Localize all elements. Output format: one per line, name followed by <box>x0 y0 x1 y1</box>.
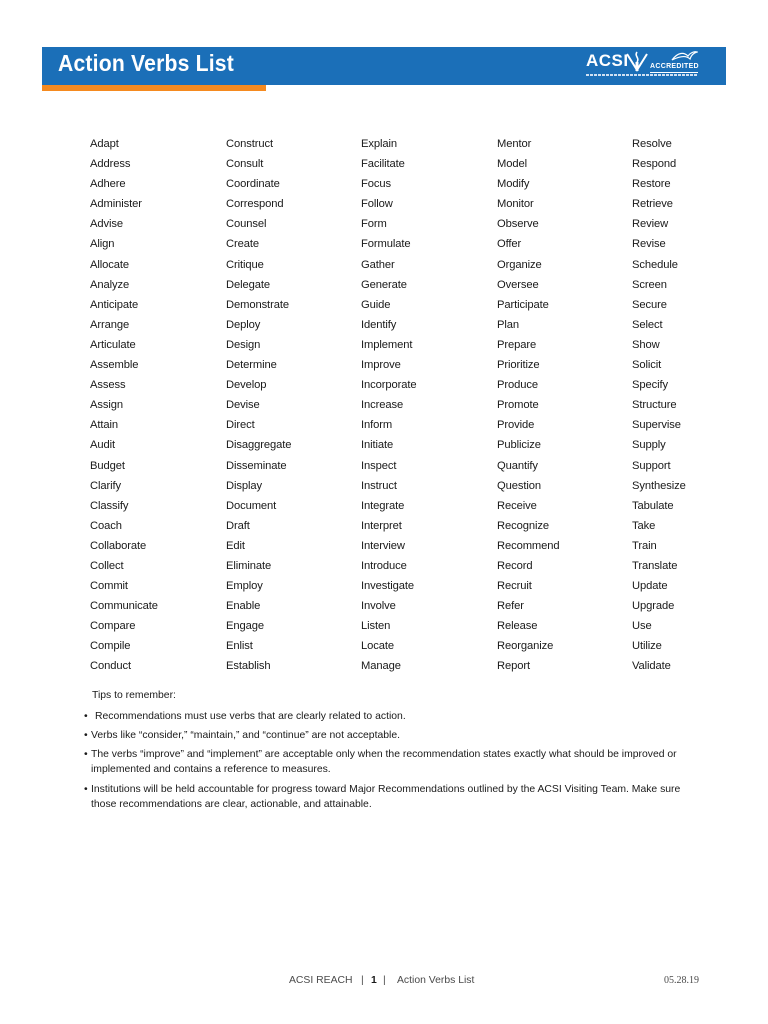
verb-item: Release <box>497 620 538 633</box>
verb-item: Publicize <box>497 439 541 452</box>
verb-item: Administer <box>90 198 142 211</box>
footer-page-number: 1 <box>371 975 377 986</box>
verb-item: Synthesize <box>632 479 686 492</box>
verb-item: Direct <box>226 419 255 432</box>
verb-item: Assess <box>90 379 126 392</box>
verb-item: Modify <box>497 178 530 191</box>
verb-item: Retrieve <box>632 198 673 211</box>
verb-item: Show <box>632 338 660 351</box>
verb-item: Engage <box>226 620 264 633</box>
logo-badge: ACCREDITED <box>650 63 699 70</box>
verb-item: Prepare <box>497 338 537 351</box>
verb-item: Conduct <box>90 660 131 673</box>
verb-item: Supervise <box>632 419 681 432</box>
bullet: • <box>84 711 88 722</box>
verb-item: Introduce <box>361 559 407 572</box>
verb-item: Design <box>226 338 261 351</box>
verb-item: Critique <box>226 258 264 271</box>
verb-item: Display <box>226 479 262 492</box>
verb-item: Document <box>226 499 277 512</box>
verb-item: Record <box>497 559 533 572</box>
verb-item: Assemble <box>90 359 139 372</box>
verb-item: Prioritize <box>497 359 540 372</box>
verb-item: Eliminate <box>226 559 272 572</box>
verb-item: Revise <box>632 238 666 251</box>
verb-item: Identify <box>361 318 397 331</box>
tip-text: Institutions will be held accountable for progress toward Major Recommendations outlined by the ACSI Visiting Team. Make sure those recommendations are clear, actionable, and attainable. <box>91 784 681 810</box>
verb-item: Inspect <box>361 459 397 472</box>
verb-item: Tabulate <box>632 499 674 512</box>
verb-item: Delegate <box>226 278 270 291</box>
logo-underline <box>650 72 698 73</box>
verb-item: Inform <box>361 419 393 432</box>
verb-item: Mentor <box>497 138 532 150</box>
verb-item: Schedule <box>632 258 678 271</box>
verb-item: Classify <box>90 499 129 512</box>
verb-item: Arrange <box>90 318 130 331</box>
verb-item: Construct <box>226 138 273 150</box>
verb-item: Deploy <box>226 318 261 331</box>
verb-item: Incorporate <box>361 379 417 392</box>
verb-column <box>497 134 627 677</box>
bird-icon <box>670 50 698 62</box>
verb-item: Promote <box>497 399 539 412</box>
verb-item: Offer <box>497 238 522 251</box>
bullet: • <box>84 730 88 741</box>
verb-item: Correspond <box>226 198 284 211</box>
verb-item: Listen <box>361 620 391 633</box>
verb-item: Update <box>632 580 668 593</box>
tips-heading: Tips to remember: <box>92 690 176 701</box>
verb-item: Devise <box>226 399 260 412</box>
verb-item: Resolve <box>632 138 672 150</box>
verb-item: Allocate <box>90 258 130 271</box>
verb-item: Initiate <box>361 439 394 452</box>
verb-item: Gather <box>361 258 395 271</box>
verb-item: Develop <box>226 379 267 392</box>
verb-item: Report <box>497 660 530 673</box>
verb-item: Clarify <box>90 479 121 492</box>
verb-item: Follow <box>361 198 393 211</box>
verb-item: Involve <box>361 600 396 613</box>
verb-item: Question <box>497 479 541 492</box>
verb-columns <box>90 134 740 674</box>
verb-item: Coordinate <box>226 178 280 191</box>
verb-item: Screen <box>632 278 667 291</box>
verb-item: Supply <box>632 439 666 452</box>
tip-text: Recommendations must use verbs that are clearly related to action. <box>95 711 406 722</box>
verb-item: Select <box>632 318 663 331</box>
verb-item: Recommend <box>497 539 560 552</box>
verb-item: Train <box>632 539 657 552</box>
verb-item: Communicate <box>90 600 158 613</box>
verb-item: Use <box>632 620 652 633</box>
verb-item: Solicit <box>632 359 662 372</box>
verb-item: Refer <box>497 600 524 613</box>
verb-item: Adapt <box>90 138 119 150</box>
verb-item: Locate <box>361 640 394 653</box>
verb-item: Manage <box>361 660 401 673</box>
bullet: • <box>84 749 88 760</box>
verb-item: Model <box>497 158 527 171</box>
acsi-accredited-logo <box>584 50 702 80</box>
verb-item: Enlist <box>226 640 253 653</box>
verb-item: Disaggregate <box>226 439 292 452</box>
verb-item: Produce <box>497 379 538 392</box>
verb-item: Demonstrate <box>226 298 289 311</box>
verb-item: Reorganize <box>497 640 554 653</box>
verb-item: Disseminate <box>226 459 287 472</box>
verb-column <box>361 134 491 677</box>
verb-item: Receive <box>497 499 537 512</box>
verb-item: Review <box>632 218 669 231</box>
verb-column <box>632 134 762 677</box>
verb-item: Guide <box>361 298 391 311</box>
verb-item: Audit <box>90 439 115 452</box>
verb-item: Specify <box>632 379 668 392</box>
verb-item: Compare <box>90 620 136 633</box>
verb-item: Restore <box>632 178 671 191</box>
verb-item: Plan <box>497 318 519 331</box>
verb-item: Articulate <box>90 338 136 351</box>
verb-item: Interview <box>361 539 405 552</box>
verb-item: Integrate <box>361 499 405 512</box>
verb-item: Focus <box>361 178 391 191</box>
verb-item: Oversee <box>497 278 539 291</box>
verb-item: Adhere <box>90 178 126 191</box>
verb-item: Align <box>90 238 115 251</box>
verb-item: Monitor <box>497 198 534 211</box>
verb-item: Advise <box>90 218 123 231</box>
footer-doc-title: Action Verbs List <box>397 975 475 986</box>
tip-text: The verbs “improve” and “implement” are acceptable only when the recommendation states exactly what should be improved or implemented and contains a reference to measures. <box>91 749 677 775</box>
bullet: • <box>84 784 88 795</box>
verb-item: Upgrade <box>632 600 675 613</box>
tip-text: Verbs like “consider,” “maintain,” and “continue” are not acceptable. <box>91 730 400 741</box>
verb-item: Utilize <box>632 640 662 653</box>
verb-item: Interpret <box>361 519 402 532</box>
page-title: Action Verbs List <box>58 50 234 76</box>
verb-item: Compile <box>90 640 131 653</box>
accent-bar <box>42 85 266 91</box>
verb-item: Analyze <box>90 278 130 291</box>
footer-separator: | <box>383 975 386 986</box>
verb-item: Secure <box>632 298 667 311</box>
verb-item: Employ <box>226 580 263 593</box>
verb-item: Increase <box>361 399 404 412</box>
logo-name: ACSI <box>586 51 629 70</box>
verb-item: Implement <box>361 338 413 351</box>
verb-item: Budget <box>90 459 125 472</box>
footer-separator: | <box>361 975 364 986</box>
verb-item: Improve <box>361 359 401 372</box>
torch-icon <box>624 50 650 74</box>
verb-item: Provide <box>497 419 535 432</box>
verb-item: Attain <box>90 419 119 432</box>
verb-item: Explain <box>361 138 397 150</box>
verb-item: Structure <box>632 399 677 412</box>
verb-item: Validate <box>632 660 671 673</box>
verb-item: Support <box>632 459 671 472</box>
verb-item: Edit <box>226 539 245 552</box>
verb-item: Counsel <box>226 218 267 231</box>
verb-item: Recognize <box>497 519 549 532</box>
verb-item: Respond <box>632 158 677 171</box>
verb-item: Participate <box>497 298 549 311</box>
verb-item: Consult <box>226 158 264 171</box>
verb-item: Commit <box>90 580 128 593</box>
footer-org: ACSI REACH <box>289 975 353 986</box>
verb-item: Collect <box>90 559 124 572</box>
verb-item: Coach <box>90 519 122 532</box>
verb-item: Form <box>361 218 387 231</box>
verb-item: Recruit <box>497 580 532 593</box>
footer-date: 05.28.19 <box>664 975 699 986</box>
verb-item: Investigate <box>361 580 415 593</box>
verb-item: Instruct <box>361 479 397 492</box>
verb-item: Determine <box>226 359 277 372</box>
verb-item: Create <box>226 238 259 251</box>
verb-item: Establish <box>226 660 271 673</box>
verb-item: Address <box>90 158 131 171</box>
logo-tagline <box>586 74 698 76</box>
verb-column <box>90 134 220 677</box>
verb-item: Organize <box>497 258 542 271</box>
verb-item: Draft <box>226 519 250 532</box>
verb-item: Formulate <box>361 238 411 251</box>
verb-item: Generate <box>361 278 407 291</box>
verb-item: Observe <box>497 218 539 231</box>
verb-item: Facilitate <box>361 158 405 171</box>
verb-item: Quantify <box>497 459 538 472</box>
verb-item: Take <box>632 519 656 532</box>
verb-item: Anticipate <box>90 298 139 311</box>
verb-item: Translate <box>632 559 678 572</box>
verb-item: Collaborate <box>90 539 147 552</box>
verb-column <box>226 134 356 677</box>
verb-item: Assign <box>90 399 123 412</box>
verb-item: Enable <box>226 600 261 613</box>
